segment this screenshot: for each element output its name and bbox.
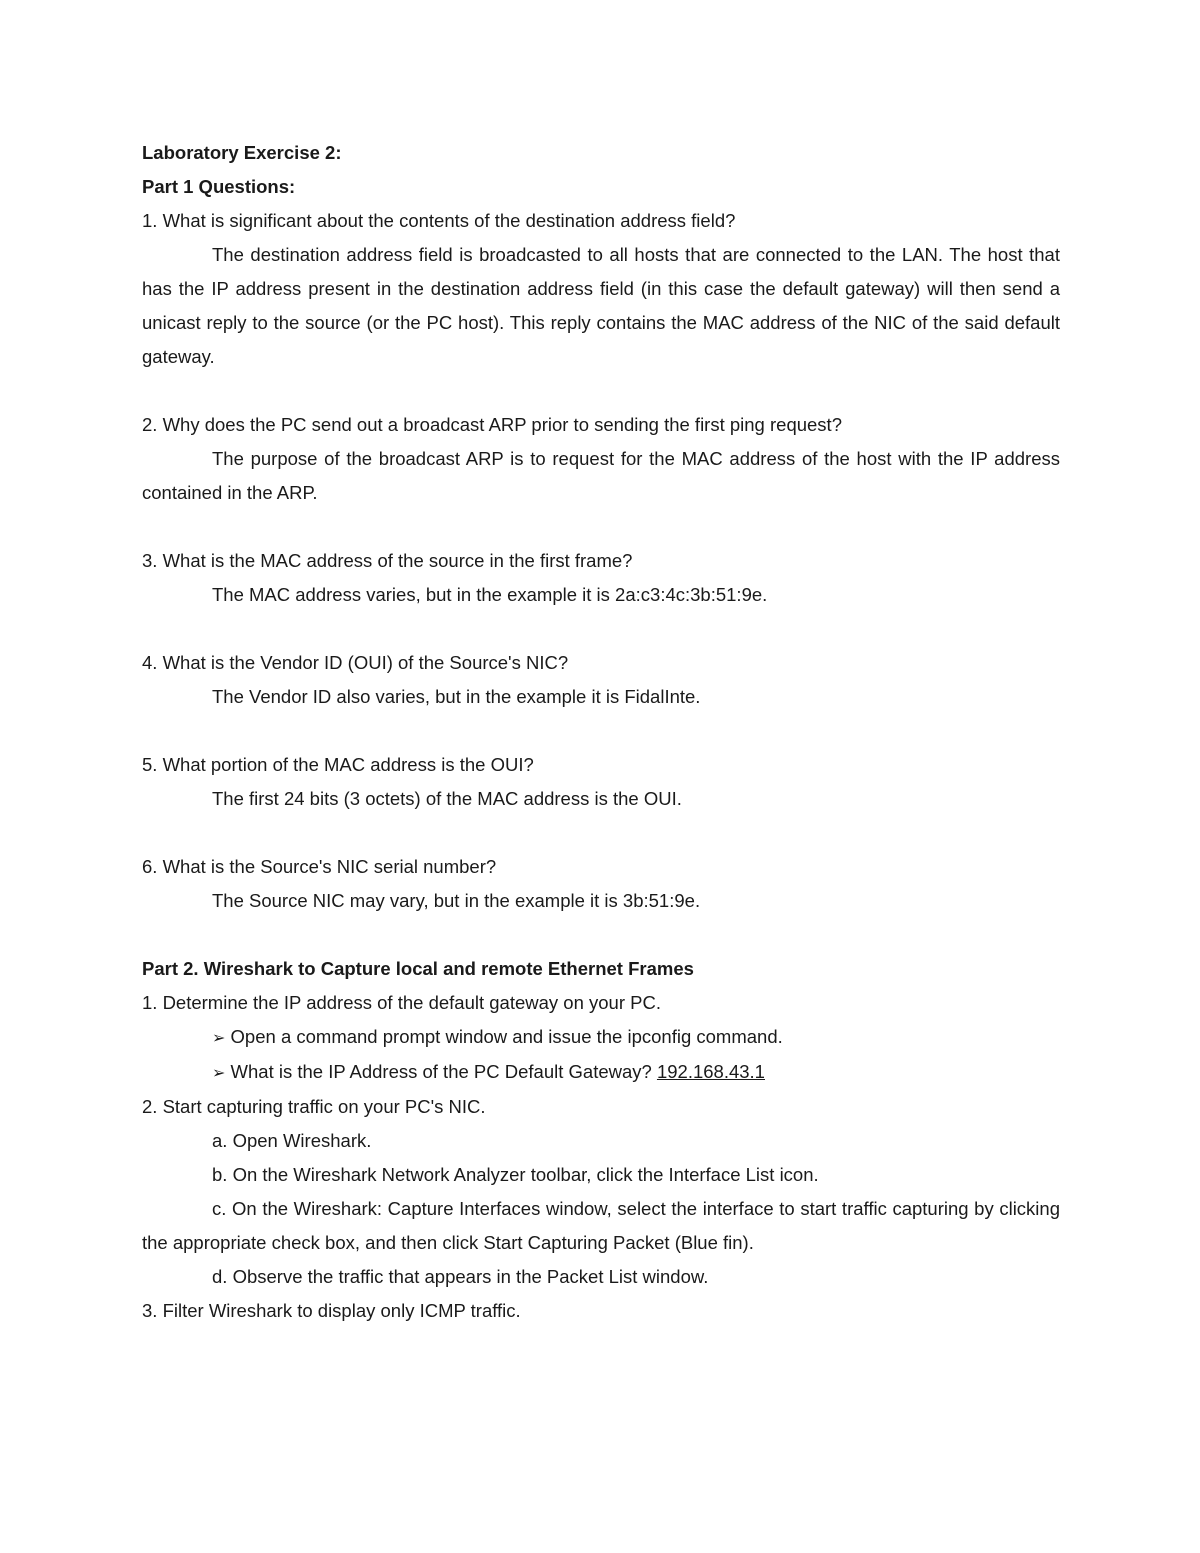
bullet-item-1 [142, 1020, 1060, 1055]
gateway-ip-value: 192.168.43.1 [656, 1061, 765, 1082]
question-6: 6. What is the Source's NIC serial number? [142, 856, 497, 877]
step-2a: a. Open Wireshark. [212, 1130, 372, 1151]
answer-4: The Vendor ID also varies, but in the example it is FidalInte. [212, 686, 701, 707]
bullet-text-2: What is the IP Address of the PC Default Gateway? [230, 1061, 652, 1082]
question-1: 1. What is significant about the contents of the destination address field? [142, 210, 736, 231]
answer-2: The purpose of the broadcast ARP is to request for the MAC address of the host with the IP address contained in the ARP. [142, 448, 1060, 503]
question-3: 3. What is the MAC address of the source in the first frame? [142, 550, 633, 571]
answer-5: The first 24 bits (3 octets) of the MAC address is the OUI. [212, 788, 682, 809]
document-body [142, 136, 1060, 1328]
answer-6: The Source NIC may vary, but in the example it is 3b:51:9e. [212, 890, 701, 911]
arrow-bullet-icon: ➢ [212, 1063, 226, 1082]
question-2: 2. Why does the PC send out a broadcast ARP prior to sending the first ping request? [142, 414, 842, 435]
part1-heading: Part 1 Questions: [142, 176, 296, 197]
question-4: 4. What is the Vendor ID (OUI) of the Source's NIC? [142, 652, 569, 673]
bullet-item-2 [142, 1055, 1060, 1090]
step-2b: b. On the Wireshark Network Analyzer toolbar, click the Interface List icon. [212, 1164, 819, 1185]
bullet-text-1: Open a command prompt window and issue the ipconfig command. [230, 1026, 783, 1047]
answer-3: The MAC address varies, but in the example it is 2a:c3:4c:3b:51:9e. [212, 584, 768, 605]
part2-heading: Part 2. Wireshark to Capture local and remote Ethernet Frames [142, 958, 694, 979]
step-2c: c. On the Wireshark: Capture Interfaces window, select the interface to start traffic capturing by clicking the appropriate check box, and then click Start Capturing Packet (Blue fin). [142, 1198, 1060, 1253]
step-3: 3. Filter Wireshark to display only ICMP traffic. [142, 1300, 521, 1321]
answer-1: The destination address field is broadcasted to all hosts that are connected to the LAN. The host that has the IP address present in the destination address field (in this case the default gateway) will then send a unicast reply to the source (or the PC host). This reply contains the MAC address of the NIC of the said default gateway. [142, 244, 1060, 367]
arrow-bullet-icon: ➢ [212, 1028, 226, 1047]
step-1: 1. Determine the IP address of the default gateway on your PC. [142, 992, 661, 1013]
question-5: 5. What portion of the MAC address is the OUI? [142, 754, 534, 775]
step-2: 2. Start capturing traffic on your PC's NIC. [142, 1096, 486, 1117]
step-2d: d. Observe the traffic that appears in the Packet List window. [212, 1266, 709, 1287]
document-title: Laboratory Exercise 2: [142, 142, 342, 163]
